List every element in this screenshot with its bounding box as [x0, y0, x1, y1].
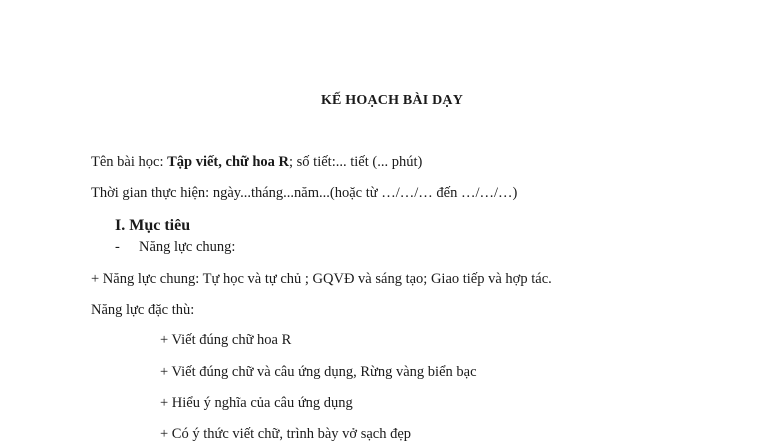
specific-item: + Có ý thức viết chữ, trình bày vở sạch đẹp [160, 426, 412, 442]
general-detail: + Năng lực chung: Tự học và tự chủ ; GQVĐ và sáng tạo; Giao tiếp và hợp tác. [91, 271, 552, 287]
specific-item: + Viết đúng chữ hoa R [160, 332, 292, 348]
time-line: Thời gian thực hiện: ngày...tháng...năm...(hoặc từ …/…/… đến …/…/…) [91, 185, 518, 201]
specific-label: Năng lực đặc thù: [91, 302, 195, 318]
lesson-name: Tập viết, chữ hoa R [167, 154, 289, 170]
general-bullet-marker: - [115, 239, 120, 255]
general-bullet-text: Năng lực chung: [139, 239, 236, 255]
lesson-line [91, 153, 422, 171]
section-heading: I. Mục tiêu [115, 217, 191, 234]
specific-item: + Viết đúng chữ và câu ứng dụng, Rừng vàng biển bạc [160, 364, 477, 380]
lesson-line-suffix: ; số tiết:... tiết (... phút) [289, 154, 423, 170]
specific-item: + Hiểu ý nghĩa của câu ứng dụng [160, 395, 353, 411]
lesson-line-prefix: Tên bài học: [91, 154, 168, 170]
document-title: KẾ HOẠCH BÀI DẠY [320, 93, 464, 108]
